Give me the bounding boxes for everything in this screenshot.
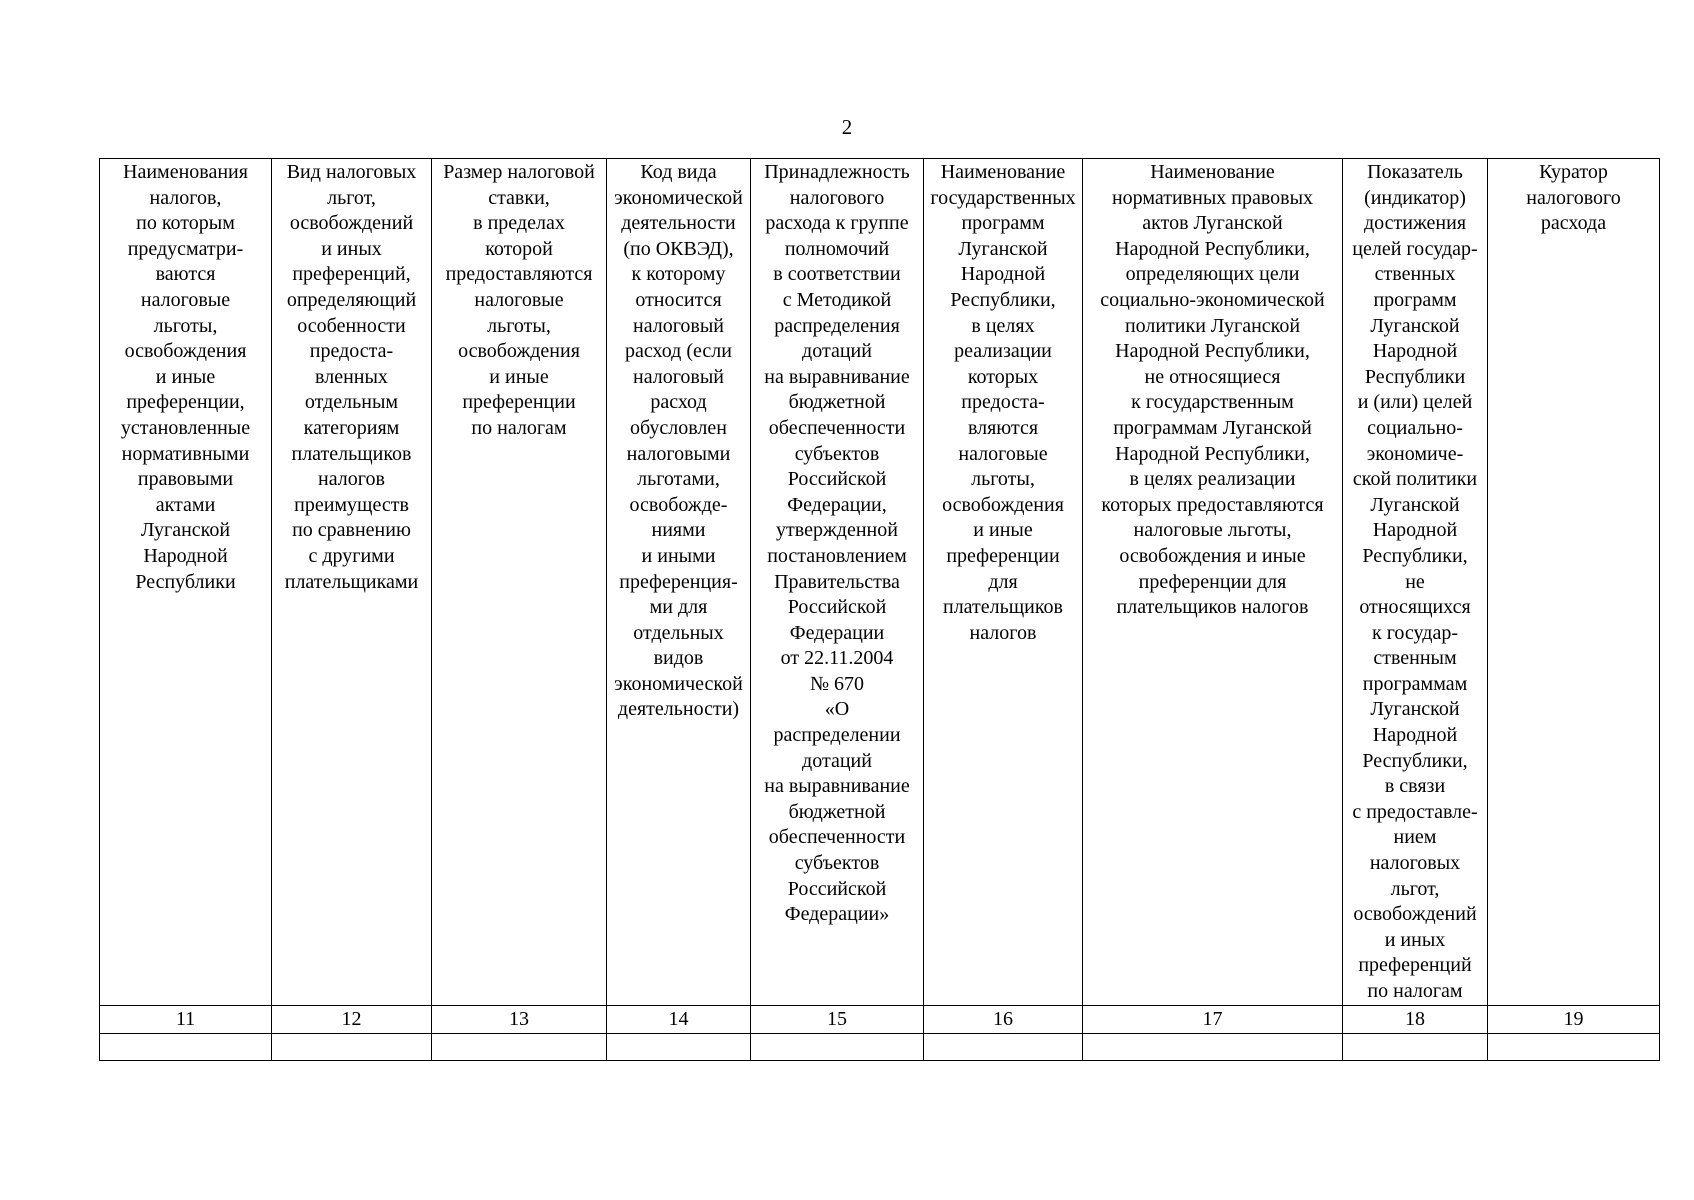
header-indicator: Показатель (индикатор) достижения целей государ- ственных программ Луганской Народной Республики и (или) целей социально- экономиче- ской политики Луганской Народной Республики, не относящихся к государ- ственным программам Луганской Народной Республики, в связи с предоставле- нием налоговых льгот, освобождений и иных преференций по налогам	[1343, 159, 1488, 1006]
header-okved-code: Код вида экономической деятельности (по ОКВЭД), к которому относится налоговый расход (если налоговый расход обусловлен налоговыми льготами, освобожде- ниями и иными преференция- ми для отдельных видов экономической деятельности)	[607, 159, 751, 1006]
header-tax-rate: Размер налоговой ставки, в пределах которой предоставляются налоговые льготы, освобождения и иные преференции по налогам	[432, 159, 607, 1006]
column-number: 16	[924, 1006, 1083, 1034]
column-number: 13	[432, 1006, 607, 1034]
table-header-row	[100, 159, 1660, 1006]
table-row	[100, 1034, 1660, 1061]
header-curator: Куратор налогового расхода	[1488, 159, 1660, 1006]
tax-expenditure-table	[99, 158, 1660, 1061]
table-cell	[1343, 1034, 1488, 1061]
table-cell	[432, 1034, 607, 1061]
header-benefit-type: Вид налоговых льгот, освобождений и иных преференций, определяющий особенности предоста- вленных отдельным категориям плательщиков налогов преимуществ по сравнению с другими плательщиками	[272, 159, 432, 1006]
column-number: 11	[100, 1006, 272, 1034]
table-cell	[751, 1034, 924, 1061]
table-cell	[607, 1034, 751, 1061]
column-number-row	[100, 1006, 1660, 1034]
column-number: 18	[1343, 1006, 1488, 1034]
column-number: 12	[272, 1006, 432, 1034]
table-cell	[272, 1034, 432, 1061]
table-cell	[1488, 1034, 1660, 1061]
header-tax-names: Наименования налогов, по которым предусматри- ваются налоговые льготы, освобождения и иные преференции, установленные нормативными правовыми актами Луганской Народной Республики	[100, 159, 272, 1006]
page-number: 2	[841, 115, 853, 139]
header-normative-acts: Наименование нормативных правовых актов Луганской Народной Республики, определяющих цели социально-экономической политики Луганской Народной Республики, не относящиеся к государственным программам Луганской Народной Республики, в целях реализации которых предоставляются налоговые льготы, освобождения и иные преференции для плательщиков налогов	[1083, 159, 1343, 1006]
header-powers-group: Принадлежность налогового расхода к группе полномочий в соответствии с Методикой распределения дотаций на выравнивание бюджетной обеспеченности субъектов Российской Федерации, утвержденной постановлением Правительства Российской Федерации от 22.11.2004 № 670 «О распределении дотаций на выравнивание бюджетной обеспеченности субъектов Российской Федерации»	[751, 159, 924, 1006]
table-cell	[100, 1034, 272, 1061]
header-state-programs: Наименование государственных программ Луганской Народной Республики, в целях реализации которых предоста- вляются налоговые льготы, освобождения и иные преференции для плательщиков налогов	[924, 159, 1083, 1006]
column-number: 15	[751, 1006, 924, 1034]
table-cell	[1083, 1034, 1343, 1061]
column-number: 17	[1083, 1006, 1343, 1034]
table-cell	[924, 1034, 1083, 1061]
column-number: 19	[1488, 1006, 1660, 1034]
column-number: 14	[607, 1006, 751, 1034]
